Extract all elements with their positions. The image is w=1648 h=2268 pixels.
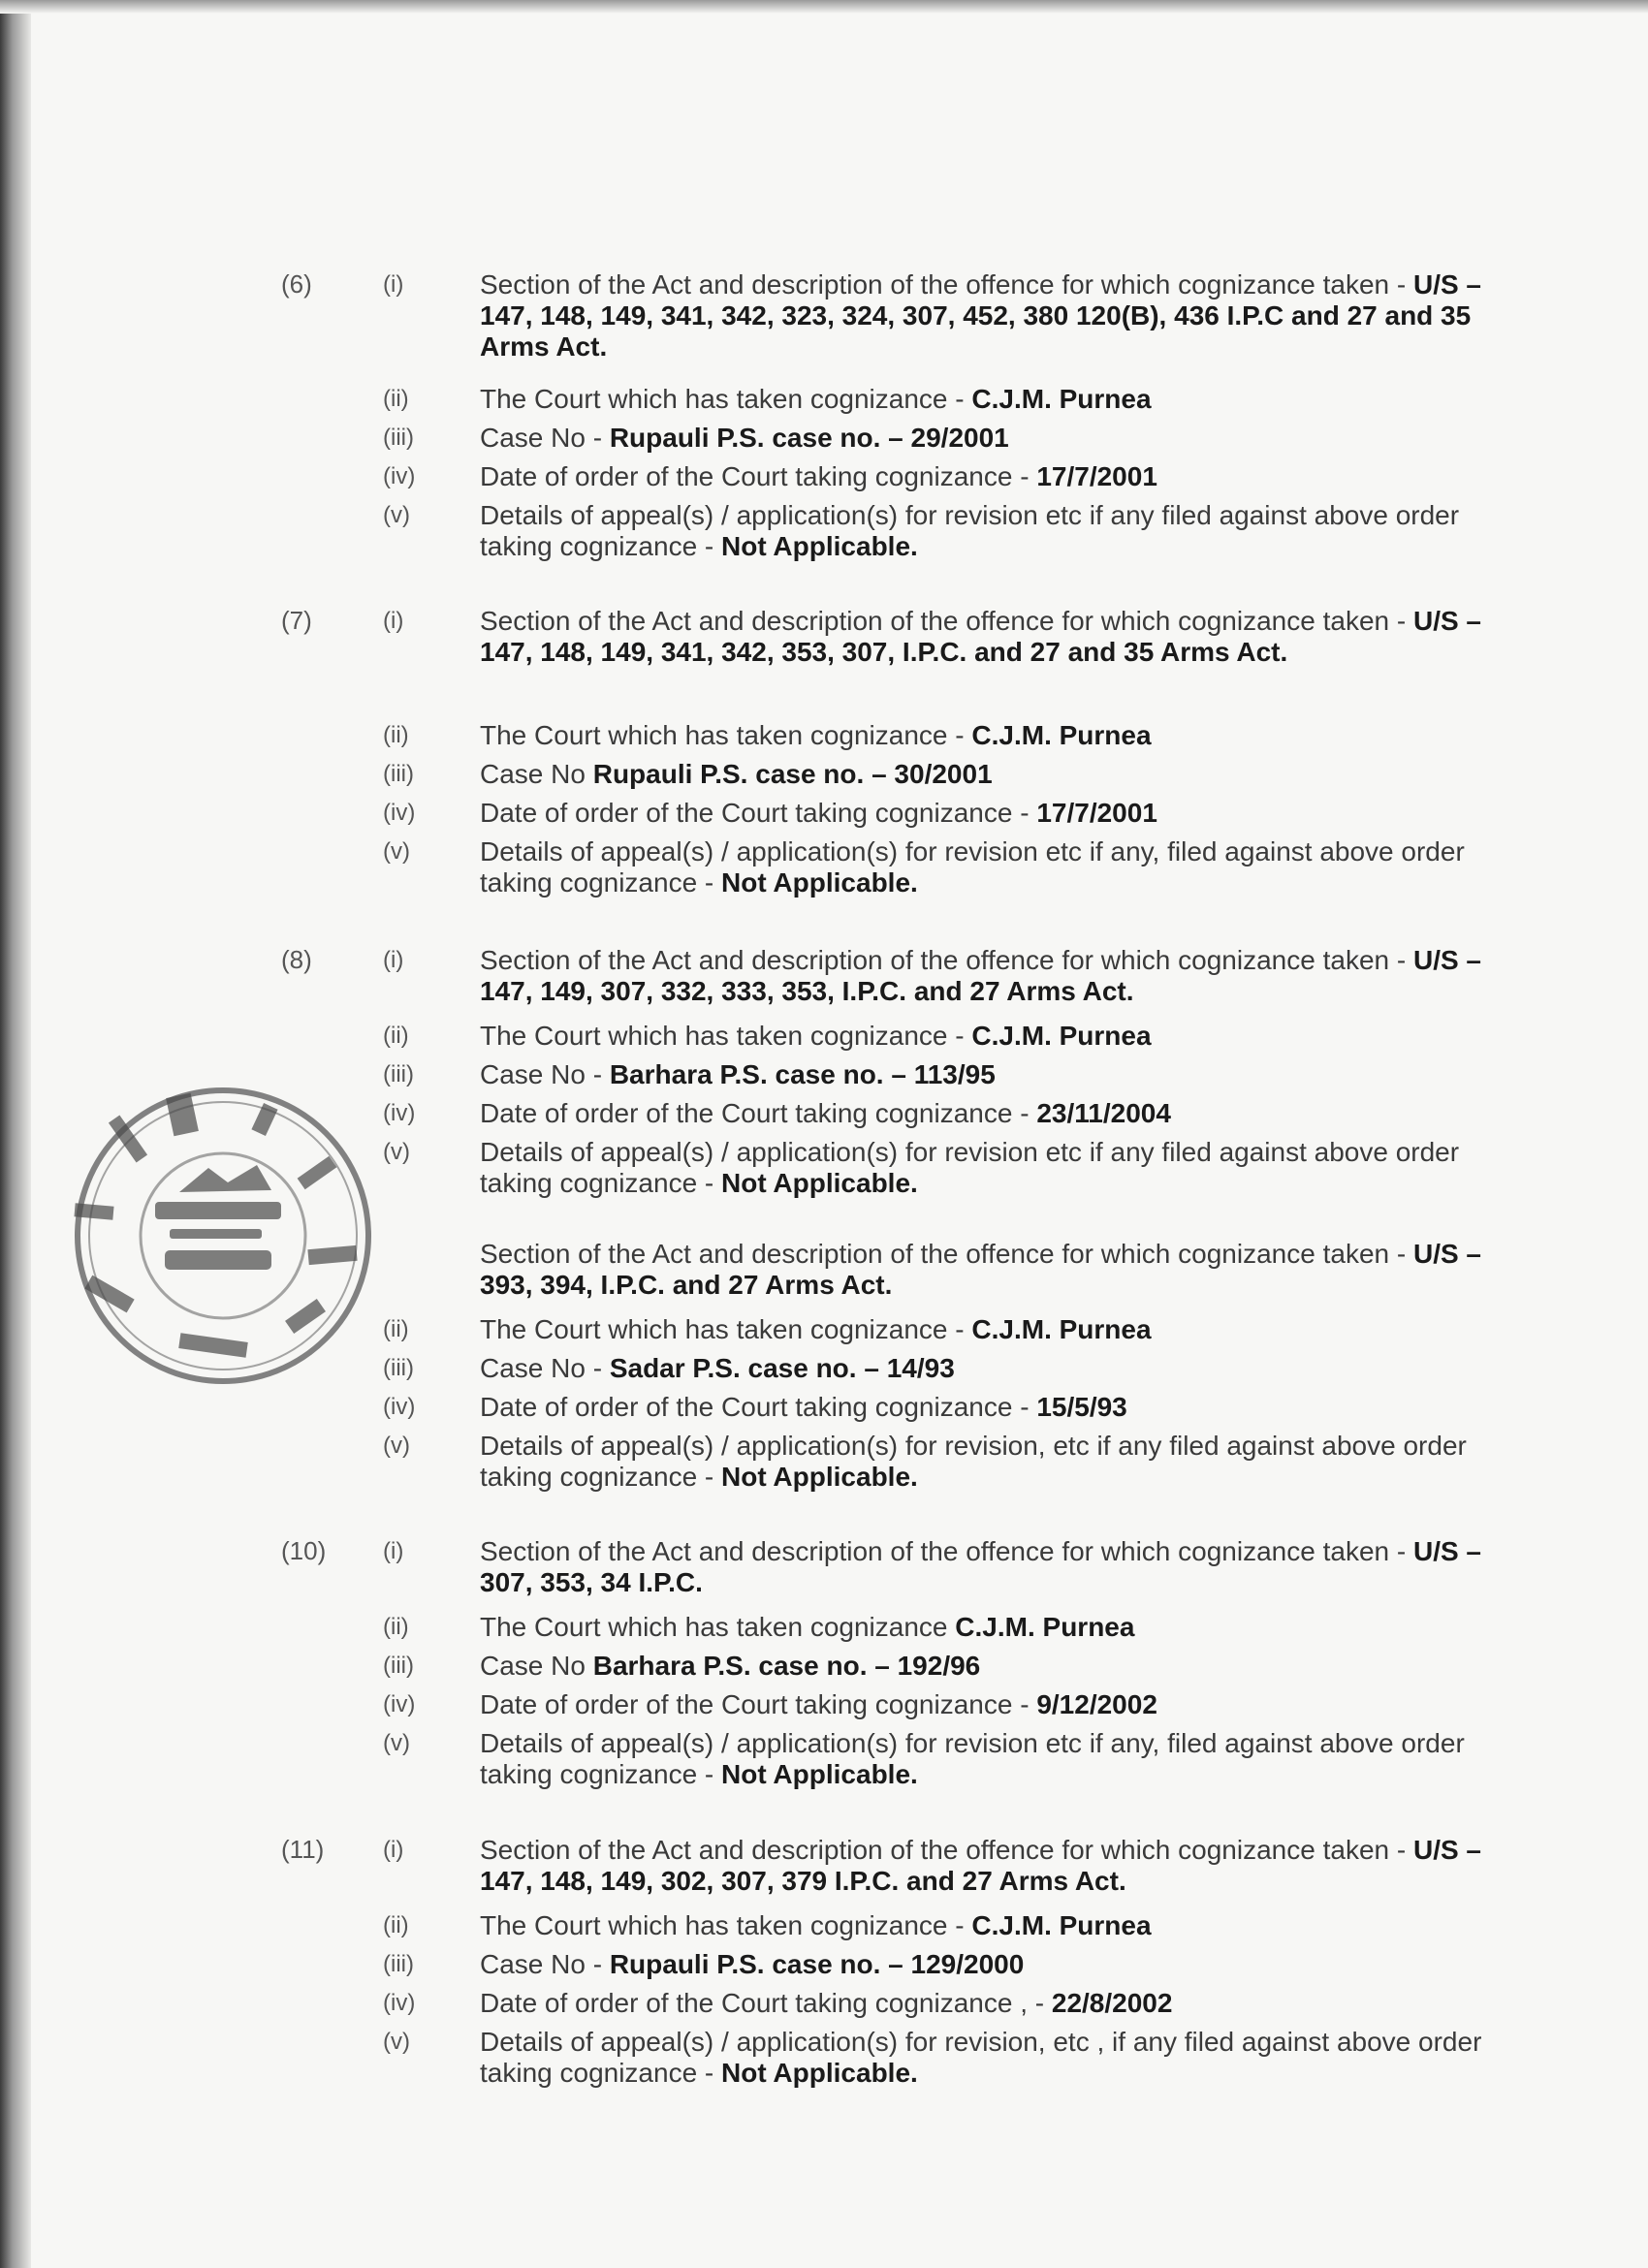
item-roman-numeral: (iv) (383, 1990, 416, 2016)
item-roman-numeral: (iii) (383, 761, 414, 787)
item-roman-numeral: (i) (383, 947, 404, 973)
item-value: U/S – 147, 148, 149, 302, 307, 379 I.P.C. and 27 Arms Act. (480, 1835, 1481, 1896)
item-roman-numeral: (iv) (383, 1691, 416, 1717)
item-roman-numeral: (i) (383, 608, 404, 634)
item-value: Not Applicable. (721, 1759, 918, 1789)
item-value: Not Applicable. (721, 2058, 918, 2088)
item-label: The Court which has taken cognizance (480, 1612, 956, 1642)
scan-shadow-top (0, 0, 1648, 14)
item-roman-numeral: (iv) (383, 1394, 416, 1420)
item-label: The Court which has taken cognizance - (480, 384, 972, 414)
item-label: Date of order of the Court taking cognizance - (480, 1098, 1037, 1128)
item-value: Not Applicable. (721, 1168, 918, 1198)
item-value: 9/12/2002 (1036, 1689, 1157, 1719)
item-value: C.J.M. Purnea (971, 720, 1152, 750)
item-label: Section of the Act and description of the offence for which cognizance taken - (480, 606, 1413, 636)
item-value: C.J.M. Purnea (971, 1314, 1152, 1344)
item-roman-numeral: (v) (383, 1730, 410, 1756)
item-label: Details of appeal(s) / application(s) for revision, etc , if any filed against above order taking cognizance - (480, 2027, 1482, 2088)
item-label: Case No (480, 759, 593, 789)
item-roman-numeral: (iii) (383, 1951, 414, 1977)
item-value: U/S – 147, 148, 149, 341, 342, 353, 307, I.P.C. and 27 and 35 Arms Act. (480, 606, 1481, 667)
item-label: Section of the Act and description of the offence for which cognizance taken - (480, 1835, 1413, 1865)
item-value: 15/5/93 (1036, 1392, 1127, 1422)
item-roman-numeral: (ii) (383, 386, 409, 412)
section-number: (11) (281, 1835, 325, 1864)
item-value: U/S – 307, 353, 34 I.P.C. (480, 1536, 1481, 1597)
item-label: Case No - (480, 1059, 610, 1089)
item-label: Section of the Act and description of the offence for which cognizance taken - (480, 1536, 1413, 1566)
item-label: Details of appeal(s) / application(s) for revision etc if any, filed against above order taking cognizance - (480, 1728, 1465, 1789)
item-roman-numeral: (ii) (383, 1316, 409, 1342)
item-value: Rupauli P.S. case no. – 129/2000 (609, 1949, 1025, 1979)
item-label: The Court which has taken cognizance - (480, 720, 972, 750)
item-value: 17/7/2001 (1036, 798, 1157, 828)
item-label: The Court which has taken cognizance - (480, 1314, 972, 1344)
item-roman-numeral: (iv) (383, 463, 416, 489)
item-roman-numeral: (iii) (383, 1355, 414, 1381)
item-label: Date of order of the Court taking cognizance - (480, 461, 1037, 491)
official-stamp-seal (63, 1076, 383, 1396)
item-value: C.J.M. Purnea (971, 384, 1152, 414)
item-value: 17/7/2001 (1036, 461, 1157, 491)
item-value: 22/8/2002 (1051, 1988, 1173, 2018)
item-roman-numeral: (v) (383, 1139, 410, 1165)
item-label: Date of order of the Court taking cognizance - (480, 798, 1037, 828)
item-value: Barhara P.S. case no. – 192/96 (592, 1651, 981, 1681)
item-value: U/S – 393, 394, I.P.C. and 27 Arms Act. (480, 1239, 1481, 1300)
item-value: Rupauli P.S. case no. – 29/2001 (609, 423, 1009, 453)
item-label: Date of order of the Court taking cognizance - (480, 1392, 1037, 1422)
scan-shadow-edge (0, 0, 31, 2268)
item-roman-numeral: (ii) (383, 1912, 409, 1938)
item-value: U/S – 147, 149, 307, 332, 333, 353, I.P.C. and 27 Arms Act. (480, 945, 1481, 1006)
item-value: U/S – 147, 148, 149, 341, 342, 323, 324, 307, 452, 380 120(B), 436 I.P.C and 27 and 35 Arms Act. (480, 269, 1481, 362)
item-roman-numeral: (ii) (383, 1023, 409, 1049)
item-value: C.J.M. Purnea (955, 1612, 1135, 1642)
item-value: Barhara P.S. case no. – 113/95 (609, 1059, 996, 1089)
item-value: C.J.M. Purnea (971, 1021, 1152, 1051)
section-number: (8) (281, 945, 312, 974)
item-roman-numeral: (i) (383, 1538, 404, 1564)
item-roman-numeral: (iv) (383, 800, 416, 826)
section-number: (10) (281, 1536, 327, 1565)
item-label: Details of appeal(s) / application(s) for revision etc if any, filed against above order taking cognizance - (480, 836, 1465, 898)
item-label: Case No - (480, 423, 610, 453)
item-value: Rupauli P.S. case no. – 30/2001 (592, 759, 993, 789)
item-value: Sadar P.S. case no. – 14/93 (609, 1353, 955, 1383)
item-roman-numeral: (iv) (383, 1100, 416, 1126)
item-roman-numeral: (v) (383, 838, 410, 865)
item-roman-numeral: (iii) (383, 425, 414, 451)
item-label: Section of the Act and description of the offence for which cognizance taken - (480, 1239, 1413, 1269)
item-roman-numeral: (ii) (383, 1614, 409, 1640)
item-roman-numeral: (ii) (383, 722, 409, 748)
item-roman-numeral: (v) (383, 1433, 410, 1459)
item-value: Not Applicable. (721, 867, 918, 898)
item-label: Date of order of the Court taking cognizance - (480, 1689, 1037, 1719)
section-number: (7) (281, 606, 312, 635)
item-value: Not Applicable. (721, 531, 918, 561)
item-label: Details of appeal(s) / application(s) for revision etc if any filed against above order taking cognizance - (480, 500, 1460, 561)
item-roman-numeral: (iii) (383, 1653, 414, 1679)
item-label: The Court which has taken cognizance - (480, 1910, 972, 1940)
item-label: The Court which has taken cognizance - (480, 1021, 972, 1051)
section-number: (6) (281, 269, 312, 299)
item-roman-numeral: (i) (383, 1837, 404, 1863)
item-label: Details of appeal(s) / application(s) for revision etc if any filed against above order taking cognizance - (480, 1137, 1460, 1198)
item-label: Case No (480, 1651, 593, 1681)
item-roman-numeral: (v) (383, 502, 410, 528)
item-label: Section of the Act and description of the offence for which cognizance taken - (480, 269, 1413, 299)
item-roman-numeral: (v) (383, 2029, 410, 2055)
item-label: Date of order of the Court taking cognizance , - (480, 1988, 1052, 2018)
item-roman-numeral: (iii) (383, 1061, 414, 1087)
item-roman-numeral: (i) (383, 271, 404, 298)
item-value: C.J.M. Purnea (971, 1910, 1152, 1940)
item-label: Details of appeal(s) / application(s) for revision, etc if any filed against above order taking cognizance - (480, 1431, 1467, 1492)
item-label: Case No - (480, 1949, 610, 1979)
item-label: Section of the Act and description of the offence for which cognizance taken - (480, 945, 1413, 975)
item-value: 23/11/2004 (1036, 1098, 1171, 1128)
item-value: Not Applicable. (721, 1462, 918, 1492)
item-label: Case No - (480, 1353, 610, 1383)
